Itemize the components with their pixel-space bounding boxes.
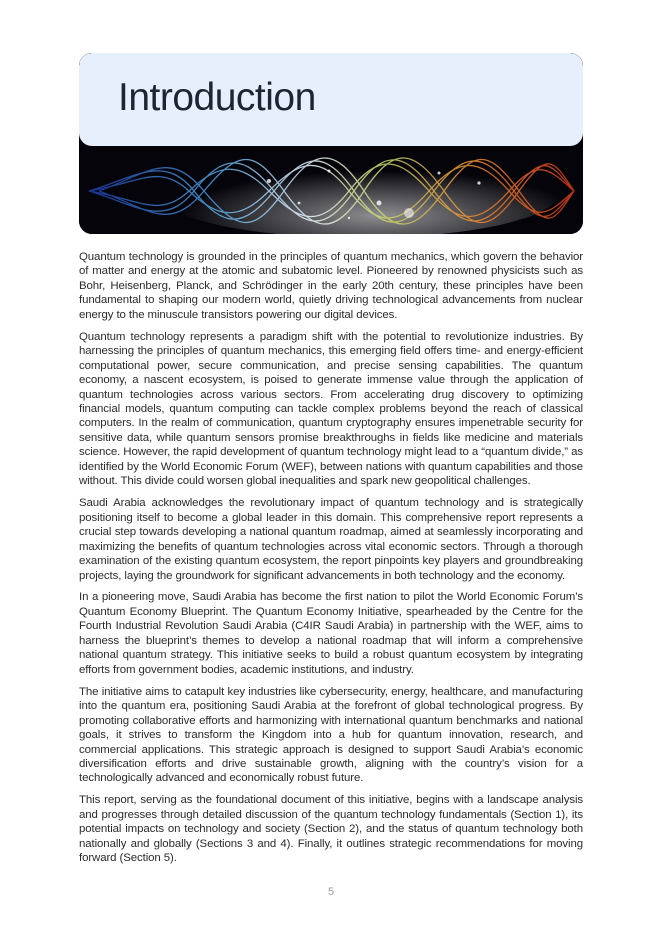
paragraph: Saudi Arabia acknowledges the revolutionary impact of quantum technology and is strategically positioning itself to become a global leader in this domain. This comprehensive report represents a crucial step towards developing a national quantum roadmap, aimed at seamlessly incorporating and maximizing the benefits of quantum technologies across vital economic sectors. Through a thorough examination of the existing quantum ecosystem, the report pinpoints key players and groundbreaking projects, laying the groundwork for significant advancements in both technology and the economy.	[79, 497, 583, 582]
paragraph: This report, serving as the foundational document of this initiative, begins with a landscape analysis and progresses through detailed discussion of the quantum technology fundamentals (Section 1), its potential impacts on technology and society (Section 2), and the status of quantum technology both nationally and globally (Sections 3 and 4). Finally, it outlines strategic recommendations for moving forward (Section 5).	[79, 794, 583, 865]
page-title: Introduction	[118, 76, 316, 119]
body-text	[79, 250, 583, 873]
paragraph: In a pioneering move, Saudi Arabia has become the first nation to pilot the World Economic Forum’s Quantum Economy Blueprint. The Quantum Economy Initiative, spearheaded by the Centre for the Fourth Industrial Revolution Saudi Arabia (C4IR Saudi Arabia) in partnership with the WEF, aims to harness the blueprint’s themes to develop a national roadmap that will inform a comprehensive national quantum strategy. This initiative seeks to build a robust quantum ecosystem by integrating efforts from government bodies, academic institutions, and industry.	[79, 591, 583, 676]
title-panel	[79, 53, 583, 146]
page-number: 5	[327, 886, 335, 898]
paragraph: Quantum technology is grounded in the principles of quantum mechanics, which govern the behavior of matter and energy at the atomic and subatomic level. Pioneered by renowned physicists such as Bohr, Heisenberg, Planck, and Schrödinger in the early 20th century, these principles have been fundamental to shaping our modern world, quietly driving technological advancements from nuclear energy to the minuscule transistors powering our digital devices.	[79, 251, 583, 321]
paragraph: The initiative aims to catapult key industries like cybersecurity, energy, healthcare, and manufacturing into the quantum era, positioning Saudi Arabia at the forefront of global technological progress. By promoting collaborative efforts and harmonizing with international quantum benchmarks and national goals, it strives to transform the Kingdom into a hub for quantum innovation, research, and commercial applications. This strategic approach is designed to support Saudi Arabia’s economic diversification efforts and drive sustainable growth, aligning with the country’s vision for a technologically advanced and economically robust future.	[79, 685, 583, 785]
paragraph: Quantum technology represents a paradigm shift with the potential to revolutionize industries. By harnessing the principles of quantum mechanics, this emerging field offers time- and energy-efficient computational power, secure communication, and precise sensing capabilities. The quantum economy, a nascent ecosystem, is poised to generate immense value through the application of quantum technologies across various sectors. From accelerating drug discovery to optimizing financial models, quantum computing can tackle complex problems beyond the reach of classical computers. In the realm of communication, quantum cryptography ensures impenetrable security for sensitive data, while quantum sensors promise breakthroughs in fields like medicine and materials science. However, the rapid development of quantum technology might lead to a “quantum divide,” as identified by the World Economic Forum (WEF), between nations with quantum capabilities and those without. This divide could worsen global inequalities and spark new geopolitical challenges.	[79, 330, 583, 488]
intro-banner	[79, 53, 583, 234]
